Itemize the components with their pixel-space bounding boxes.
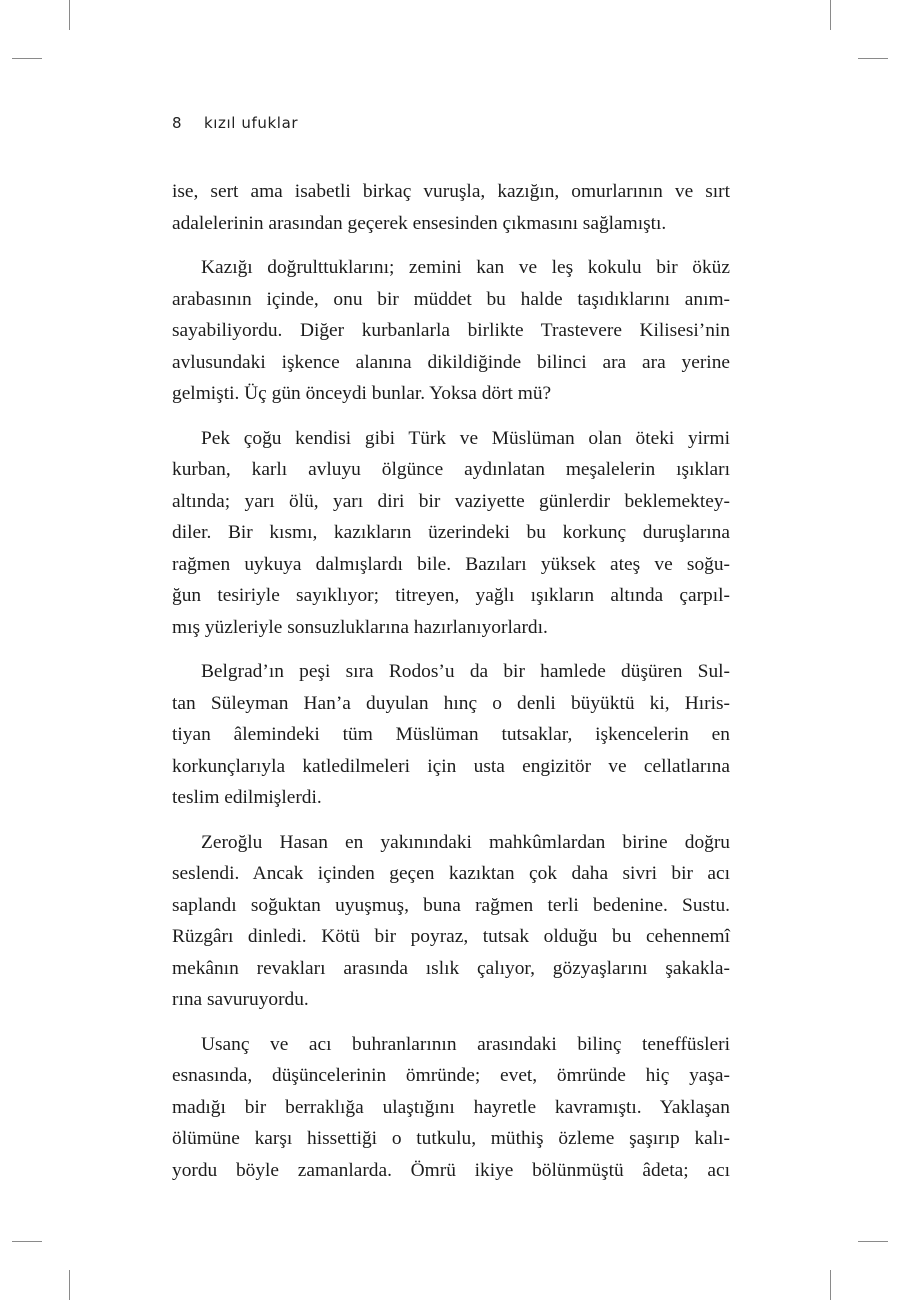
text-line: rağmen uykuya dalmışlardı bile. Bazıları yüksek ateş ve soğu- xyxy=(172,553,730,575)
text-line: tan Süleyman Han’a duyulan hınç o denli büyüktü ki, Hıris- xyxy=(172,692,730,714)
crop-mark-top-right-horizontal xyxy=(858,58,888,59)
text-line: Usanç ve acı buhranlarının arasındaki bilinç teneffüsleri xyxy=(201,1033,730,1055)
paragraph xyxy=(172,423,730,644)
text-line: teslim edilmişlerdi. xyxy=(172,787,322,808)
crop-mark-bottom-right-horizontal xyxy=(858,1241,888,1242)
text-line: ölümüne karşı hissettiği o tutkulu, müthiş özleme şaşırıp kalı- xyxy=(172,1128,730,1149)
text-line: adalelerinin arasından geçerek ensesinden çıkmasını sağlamıştı. xyxy=(172,212,667,234)
text-line: yordu böyle zamanlarda. Ömrü ikiye bölünmüştü âdeta; acı xyxy=(172,1159,730,1181)
text-line: rına savuruyordu. xyxy=(172,989,309,1010)
text-line: Zeroğlu Hasan en yakınındaki mahkûmlardan birine doğru xyxy=(201,831,730,853)
text-line: kurban, karlı avluyu ölgünce aydınlatan meşalelerin ışıkları xyxy=(172,459,730,480)
text-line: ğun tesiriyle sayıklıyor; titreyen, yağlı ışıkların altında çarpıl- xyxy=(172,585,730,606)
text-line: saplandı soğuktan uyuşmuş, buna rağmen terli bedenine. Sustu. xyxy=(172,894,730,916)
running-head xyxy=(172,114,298,132)
text-line: diler. Bir kısmı, kazıkların üzerindeki bu korkunç duruşlarına xyxy=(172,522,730,543)
paragraph xyxy=(172,656,730,814)
text-line: ise, sert ama isabetli birkaç vuruşla, kazığın, omurlarının ve sırt xyxy=(172,181,730,202)
crop-mark-bottom-right xyxy=(830,1270,831,1300)
paragraph xyxy=(172,827,730,1016)
text-line: tiyan âlemindeki tüm Müslüman tutsaklar, işkencelerin en xyxy=(172,724,730,745)
text-line: Kazığı doğrulttuklarını; zemini kan ve leş kokulu bir öküz xyxy=(201,257,730,278)
text-line: madığı bir berraklığa ulaştığını hayretle kavramıştı. Yaklaşan xyxy=(172,1096,730,1118)
running-title: kızıl ufuklar xyxy=(204,114,299,132)
text-line: korkunçlarıyla katledilmeleri için usta engizitör ve cellatlarına xyxy=(172,755,730,777)
text-line: mekânın revakları arasında ıslık çalıyor, gözyaşlarını şakakla- xyxy=(172,957,730,979)
text-line: seslendi. Ancak içinden geçen kazıktan çok daha sivri bir acı xyxy=(172,863,730,884)
text-line: mış yüzleriyle sonsuzluklarına hazırlanıyorlardı. xyxy=(172,616,548,638)
paragraph xyxy=(172,1029,730,1187)
crop-mark-bottom-left xyxy=(69,1270,70,1300)
crop-mark-top-left-horizontal xyxy=(12,58,42,59)
text-line: Pek çoğu kendisi gibi Türk ve Müslüman olan öteki yirmi xyxy=(201,427,730,449)
crop-mark-bottom-left-horizontal xyxy=(12,1241,42,1242)
text-line: esnasında, düşüncelerinin ömründe; evet, ömründe hiç yaşa- xyxy=(172,1065,730,1086)
text-line: altında; yarı ölü, yarı diri bir vaziyette günlerdir beklemektey- xyxy=(172,490,730,512)
page-number: 8 xyxy=(172,114,183,132)
paragraph xyxy=(172,176,730,239)
text-line: sayabiliyordu. Diğer kurbanlarla birlikte Trastevere Kilisesi’nin xyxy=(172,320,730,341)
body-text xyxy=(172,176,730,1199)
crop-mark-top-right xyxy=(830,0,831,30)
text-line: Rüzgârı dinledi. Kötü bir poyraz, tutsak olduğu bu cehennemî xyxy=(172,926,730,947)
paragraph xyxy=(172,252,730,410)
text-line: gelmişti. Üç gün önceydi bunlar. Yoksa dört mü? xyxy=(172,383,552,404)
crop-mark-top-left xyxy=(69,0,70,30)
text-line: avlusundaki işkence alanına dikildiğinde bilinci ara ara yerine xyxy=(172,351,730,373)
text-line: Belgrad’ın peşi sıra Rodos’u da bir hamlede düşüren Sul- xyxy=(201,661,730,682)
text-line: arabasının içinde, onu bir müddet bu halde taşıdıklarını anım- xyxy=(172,288,730,310)
